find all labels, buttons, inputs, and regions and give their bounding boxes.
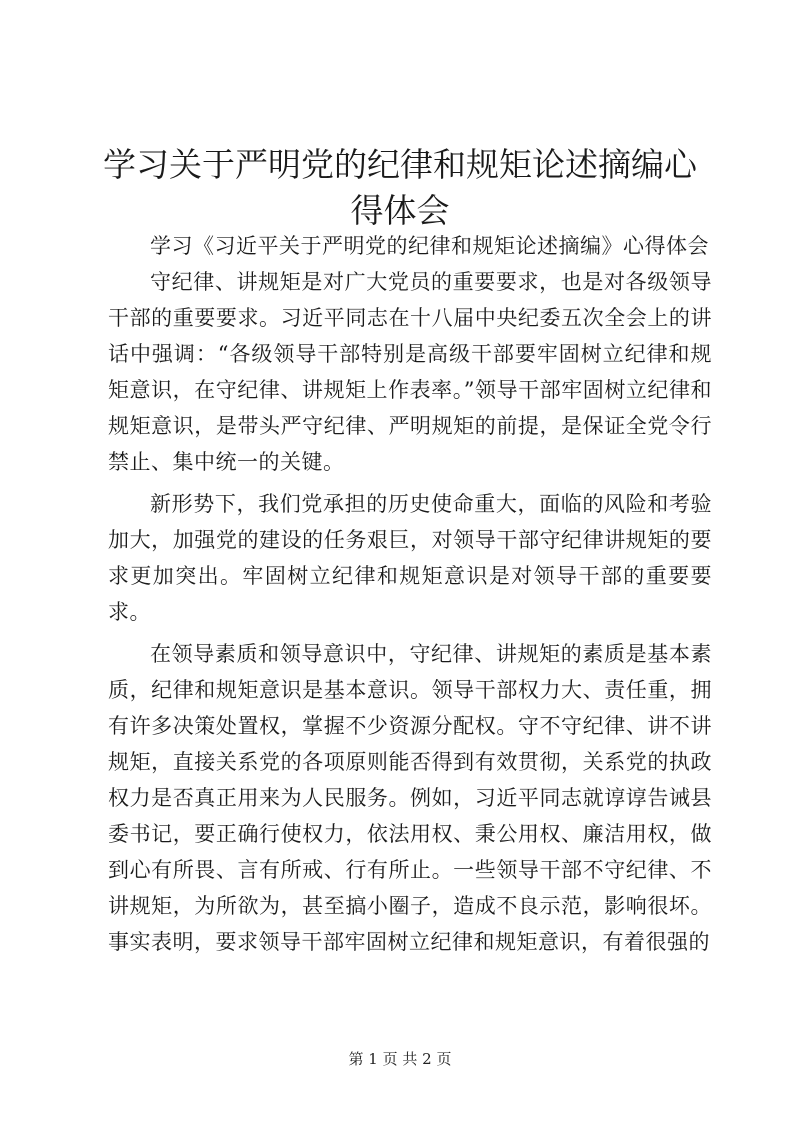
document-body — [108, 228, 712, 960]
paragraph-2: 新形势下，我们党承担的历史使命重大，面临的风险和考验加大，加强党的建设的任务艰巨，对领导干部守纪律讲规矩的要求更加突出。牢固树立纪律和规矩意识是对领导干部的重要要求。 — [108, 492, 712, 624]
paragraph-3: 在领导素质和领导意识中，守纪律、讲规矩的素质是基本素质，纪律和规矩意识是基本意识。领导干部权力大、责任重，拥有许多决策处置权，掌握不少资源分配权。守不守纪律、讲不讲规矩，直接关系党的各项原则能否得到有效贯彻，关系党的执政权力是否真正用来为人民服务。例如，习近平同志就谆谆告诫县委书记，要正确行使权力，依法用权、秉公用权、廉洁用权，做到心有所畏、言有所戒、行有所止。一些领导干部不守纪律、不讲规矩，为所欲为，甚至搞小圈子，造成不良示范，影响很坏。事实表明，要求领导干部牢固树立纪律和规矩意识，有着很强的 — [108, 642, 712, 954]
paragraph-1: 守纪律、讲规矩是对广大党员的重要要求，也是对各级领导干部的重要要求。习近平同志在十八届中央纪委五次全会上的讲话中强调：“各级领导干部特别是高级干部要牢固树立纪律和规矩意识，在守纪律、讲规矩上作表率。”领导干部牢固树立纪律和规矩意识，是带头严守纪律、严明规矩的前提，是保证全党令行禁止、集中统一的关键。 — [108, 270, 712, 474]
page-footer — [0, 1049, 800, 1069]
document-subtitle: 学习《习近平关于严明党的纪律和规矩论述摘编》心得体会 — [150, 234, 709, 258]
page-number: 第 1 页 共 2 页 — [348, 1050, 452, 1068]
document-title: 学习关于严明党的纪律和规矩论述摘编心得体会 — [103, 145, 697, 230]
